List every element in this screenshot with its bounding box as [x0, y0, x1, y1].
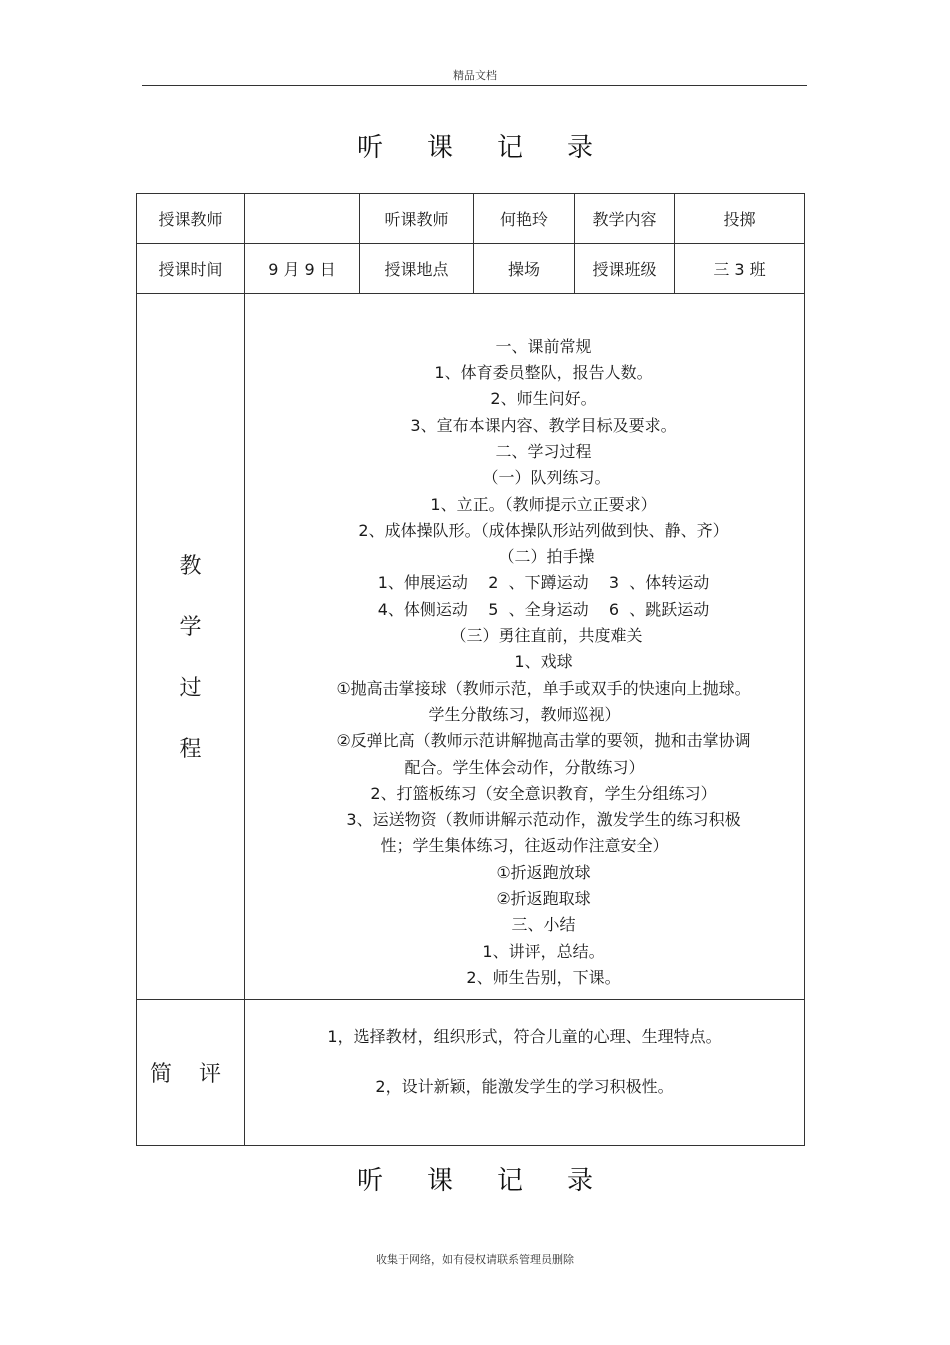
content-value: 投掷 [675, 194, 805, 244]
process-line: 2、成体操队形。（成体操队形站列做到快、静、齐） [358, 520, 729, 540]
process-line: 4、体侧运动 5 、全身运动 6 、跳跃运动 [377, 599, 710, 619]
observer-label: 听课教师 [360, 194, 474, 244]
process-line: 2、打篮板练习（安全意识教育，学生分组练习） [370, 783, 717, 803]
table-row [137, 1000, 805, 1146]
second-page-title [0, 1160, 950, 1197]
process-label-char: 过 [179, 676, 202, 701]
title-char: 听 [356, 133, 383, 163]
review-content-cell [245, 1000, 805, 1146]
process-line: 一、课前常规 [495, 336, 592, 356]
process-line: 二、学习过程 [495, 441, 592, 461]
process-line: （一）队列练习。 [482, 468, 611, 488]
header-divider [142, 85, 807, 86]
process-line: （二）拍手操 [498, 547, 595, 567]
process-line: 性；学生集体练习，往返动作注意安全） [380, 836, 669, 856]
process-label-char: 学 [179, 615, 202, 640]
process-content-cell [245, 294, 805, 1000]
process-label-char: 程 [179, 737, 202, 762]
title-char: 记 [497, 133, 524, 163]
review-item: 2，设计新颖，能激发学生的学习积极性。 [375, 1076, 674, 1096]
title-char: 记 [497, 1166, 524, 1196]
time-label: 授课时间 [137, 244, 245, 294]
page-title [0, 127, 950, 164]
process-line: 3、运送物资（教师讲解示范动作，激发学生的练习积极 [346, 810, 741, 830]
review-label-cell [137, 1000, 245, 1146]
review-item: 1，选择教材，组织形式，符合儿童的心理、生理特点。 [327, 1026, 722, 1046]
process-line: （三）勇往直前，共度难关 [450, 626, 643, 646]
table-row [137, 294, 805, 1000]
review-label: 简 评 [150, 1062, 231, 1087]
process-line: 1、立正。（教师提示立正要求） [430, 494, 657, 514]
process-label-cell [137, 294, 245, 1000]
process-line: 配合。学生体会动作，分散练习） [404, 757, 645, 777]
time-value: 9 月 9 日 [245, 244, 360, 294]
process-line: 1、戏球 [514, 652, 573, 672]
table-row [137, 194, 805, 244]
page-header-text: 精品文档 [453, 69, 497, 82]
lesson-record-table [136, 193, 805, 1146]
process-line: ②折返跑取球 [496, 889, 591, 909]
process-line: 1、伸展运动 2 、下蹲运动 3 、体转运动 [377, 573, 710, 593]
process-line: ①抛高击掌接球（教师示范，单手或双手的快速向上抛球。 [336, 678, 751, 698]
process-line: 三、小结 [511, 915, 576, 935]
process-body [245, 302, 804, 991]
class-value: 三 3 班 [675, 244, 805, 294]
process-line: 1、讲评，总结。 [482, 941, 605, 961]
process-line: ①折返跑放球 [496, 862, 591, 882]
title-char: 录 [567, 133, 594, 163]
process-line: 1、体育委员整队，报告人数。 [434, 363, 653, 383]
process-line: ②反弹比高（教师示范讲解抛高击掌的要领，抛和击掌协调 [336, 731, 751, 751]
process-line: 2、师生问好。 [490, 389, 597, 409]
place-label: 授课地点 [360, 244, 474, 294]
observer-value: 何艳玲 [474, 194, 575, 244]
table-row [137, 244, 805, 294]
title-char: 听 [356, 1166, 383, 1196]
place-value: 操场 [474, 244, 575, 294]
teacher-label: 授课教师 [137, 194, 245, 244]
page-footer-text: 收集于网络，如有侵权请联系管理员删除 [376, 1253, 574, 1266]
content-label: 教学内容 [575, 194, 675, 244]
process-line: 2、师生告别，下课。 [466, 967, 621, 987]
teacher-value [245, 194, 360, 244]
title-char: 录 [567, 1166, 594, 1196]
process-line: 学生分散练习，教师巡视） [428, 704, 621, 724]
class-label: 授课班级 [575, 244, 675, 294]
process-label-char: 教 [179, 554, 202, 579]
title-char: 课 [426, 133, 453, 163]
process-line: 3、宣布本课内容、教学目标及要求。 [410, 415, 677, 435]
title-char: 课 [426, 1166, 453, 1196]
